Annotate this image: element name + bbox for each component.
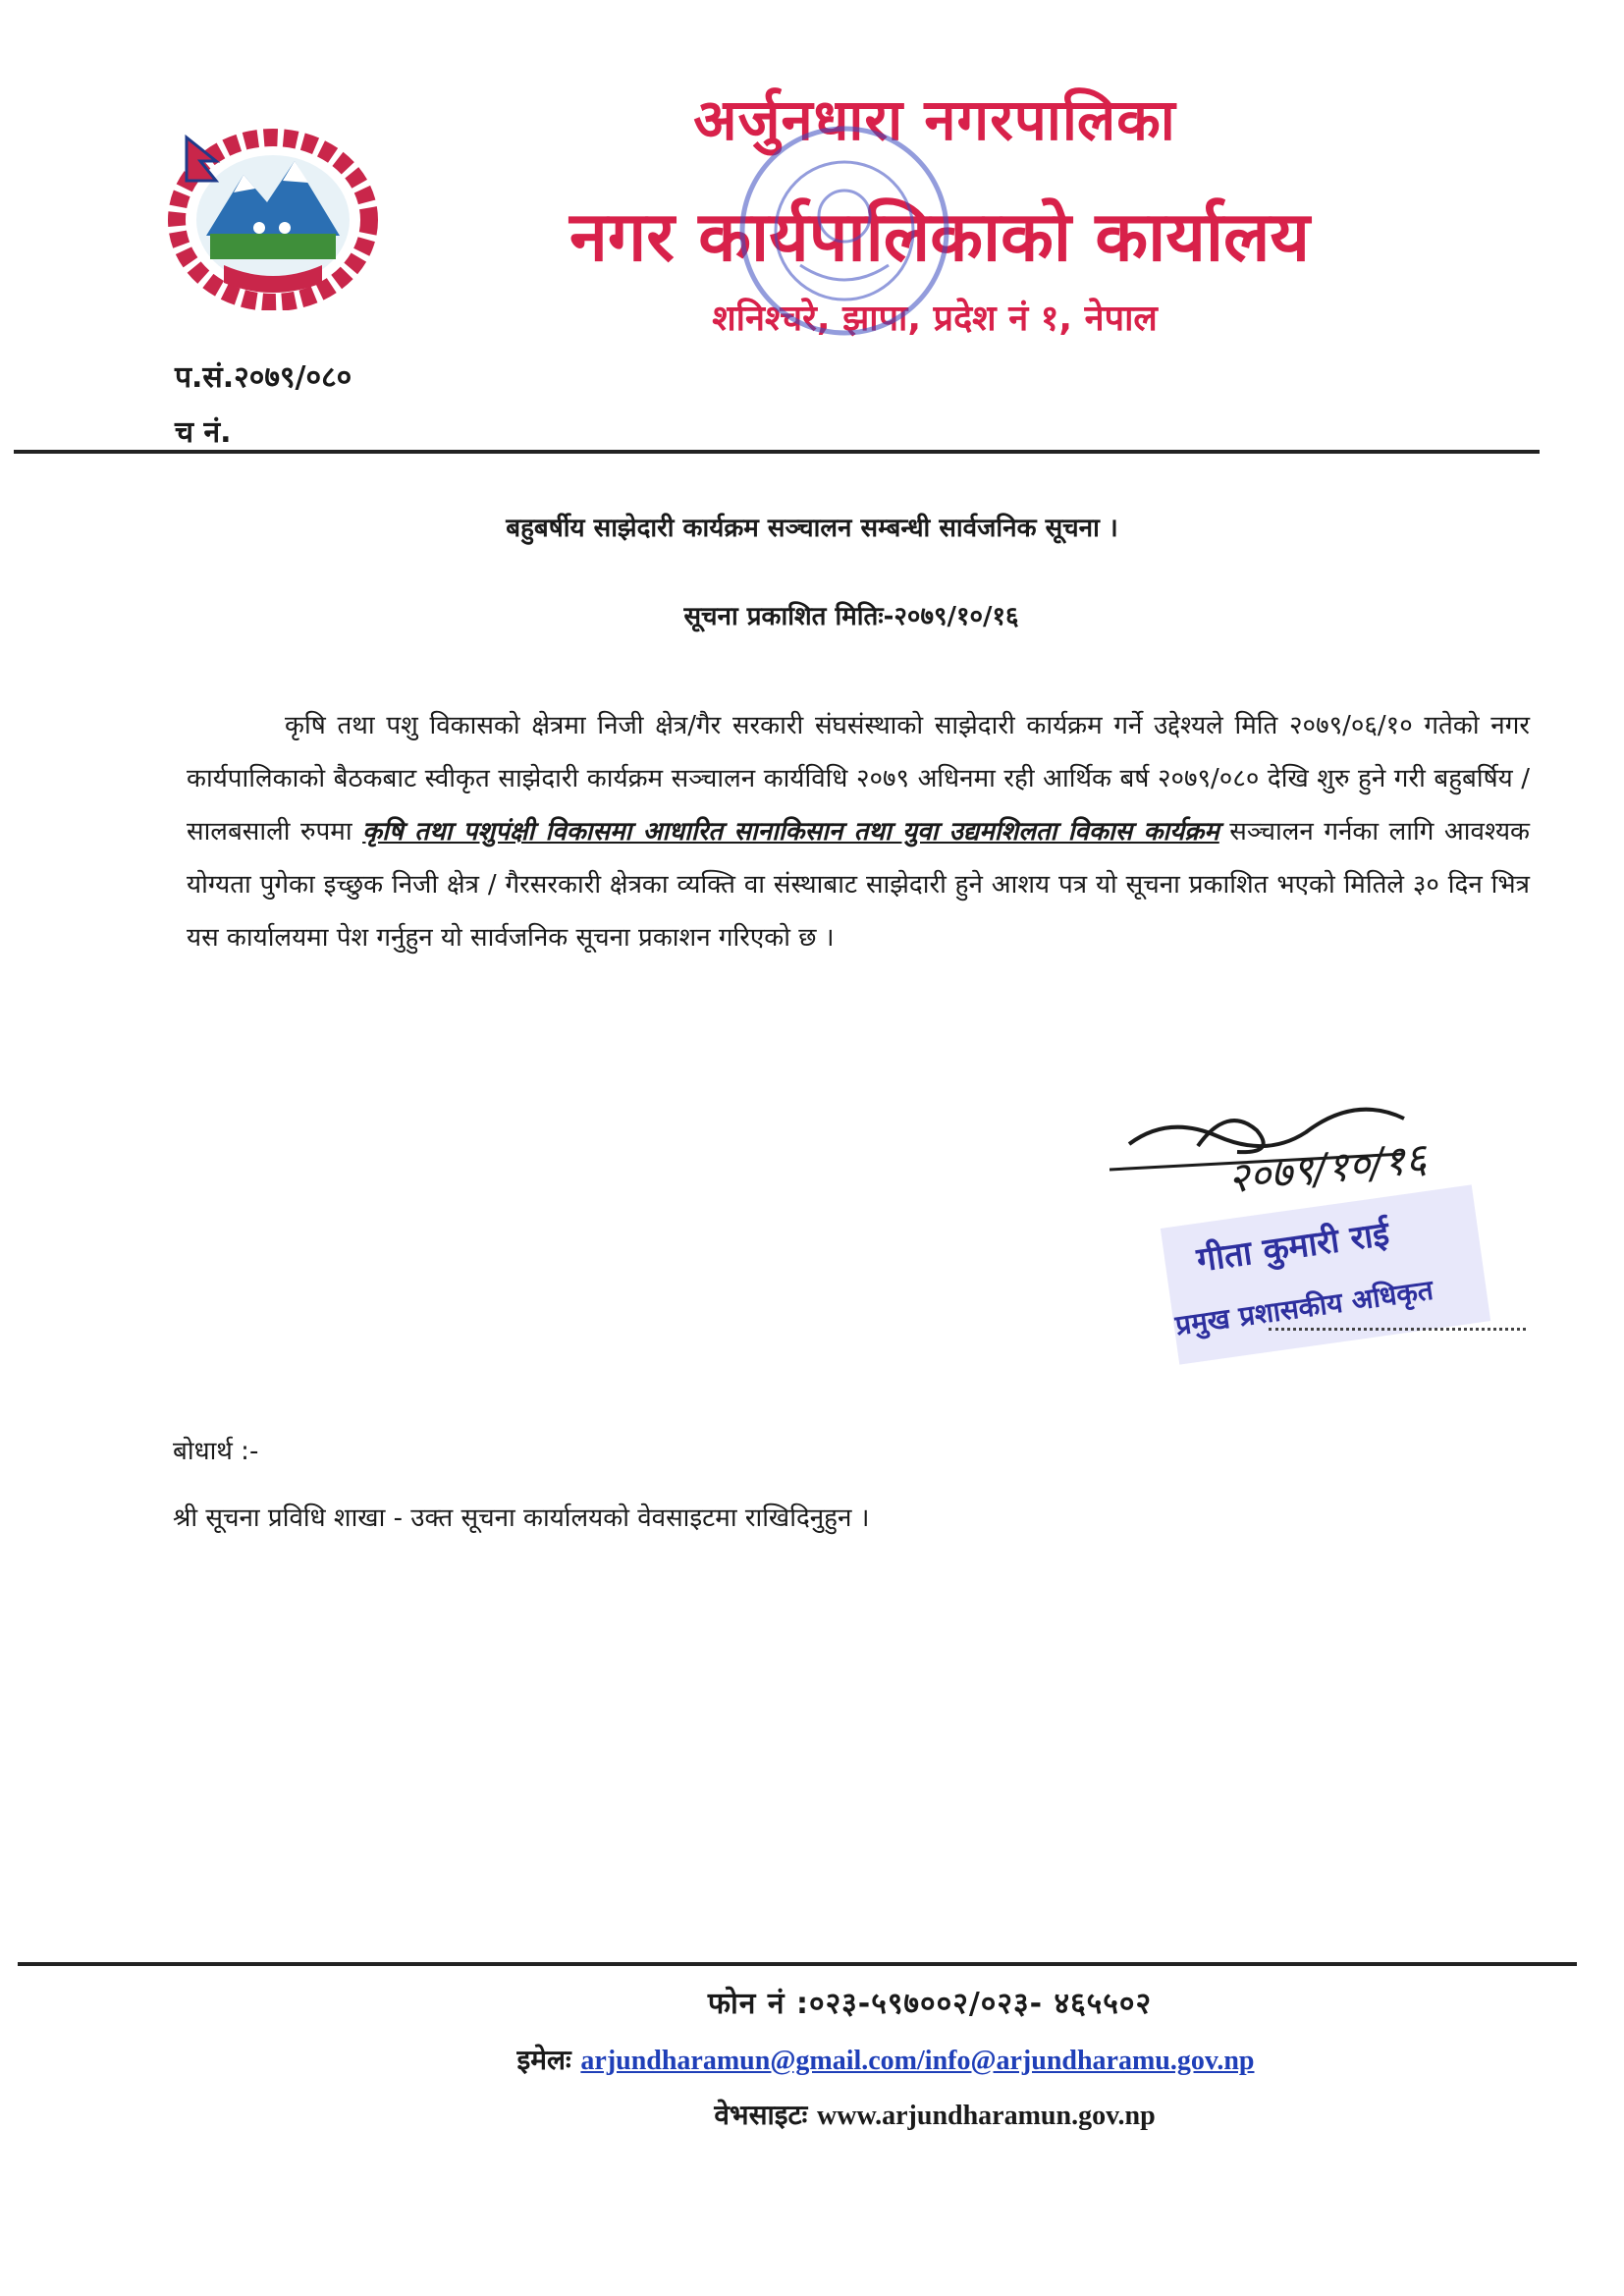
publish-date: सूचना प्रकाशित मितिः-२०७९/१०/१६ [683,602,1019,631]
footer-email-row [0,2041,1624,2078]
notice-body-part2: सञ्चालन गर्नका लागि आवश्यक योग्यता पुगेका इच्छुक निजी क्षेत्र / गैरसरकारी क्षेत्रका व्यक्ति वा संस्थाबाट साझेदारी हुने आशय पत्र यो सूचना प्रकाशित भएको मितिले ३० दिन भित्र यस कार्यालयमा पेश गर्नुहुन यो सार्वजनिक सूचना प्रकाशन गरिएको छ । [187,817,1531,953]
header-divider [14,450,1540,454]
footer-phone: फोन नं :०२३-५९७००२/०२३- ४६५५०२ [707,1987,1153,2021]
website-link[interactable]: www.arjundharamun.gov.np [817,2101,1156,2131]
official-name: गीता कुमारी राई [1194,1214,1392,1281]
notice-program-name: कृषि तथा पशुपंक्षी विकासमा आधारित सानाकिसान तथा युवा उद्यमशिलता विकास कार्यक्रम [362,817,1219,847]
email-label: इमेलः [516,2044,571,2076]
reference-number: प.सं.२०७९/०८० [175,360,352,395]
cc-recipient: श्री सूचना प्रविधि शाखा - उक्त सूचना कार्यालयको वेवसाइटमा राखिदिनुहुन । [173,1503,870,1533]
office-address: शनिश्चरे, झापा, प्रदेश नं १, नेपाल [712,299,1158,339]
office-seal-icon [731,118,957,344]
email-link[interactable]: arjundharamun@gmail.com/info@arjundharamu.gov.np [580,2046,1255,2076]
signature-date: २०७९/१०/१६ [1225,1133,1430,1203]
office-name-line1: अर्जुनधारा नगरपालिका [693,86,1176,153]
notice-body-part1: कृषि तथा पशु विकासको क्षेत्रमा निजी क्षेत्र/गैर सरकारी संघसंस्थाको साझेदारी कार्यक्रम गर्ने उद्देश्यले मिति २०७९/०६/१० गतेको नगर कार्यपालिकाको बैठकबाट स्वीकृत साझेदारी कार्यक्रम सञ्चालन कार्यविधि २०७९ अधिनमा रही आर्थिक बर्ष २०७९/०८० देखि शुरु हुने गरी बहुबर्षिय /सालबसाली रुपमा [187,711,1530,847]
official-title: प्रमुख प्रशासकीय अधिकृत [1173,1273,1435,1342]
office-name-line2: नगर कार्यपालिकाको कार्यालय [568,196,1311,277]
cc-label: बोधार्थ :- [173,1437,259,1466]
footer-divider [18,1962,1577,1966]
website-label: वेभसाइटः [714,2099,808,2131]
footer-website-row [0,2096,1624,2133]
notice-body [187,699,1530,964]
signature-line [1269,1328,1526,1331]
notice-title: बहुबर्षीय साझेदारी कार्यक्रम सञ्चालन सम्बन्धी सार्वजनिक सूचना । [506,514,1118,543]
dispatch-number: च नं. [175,415,232,450]
